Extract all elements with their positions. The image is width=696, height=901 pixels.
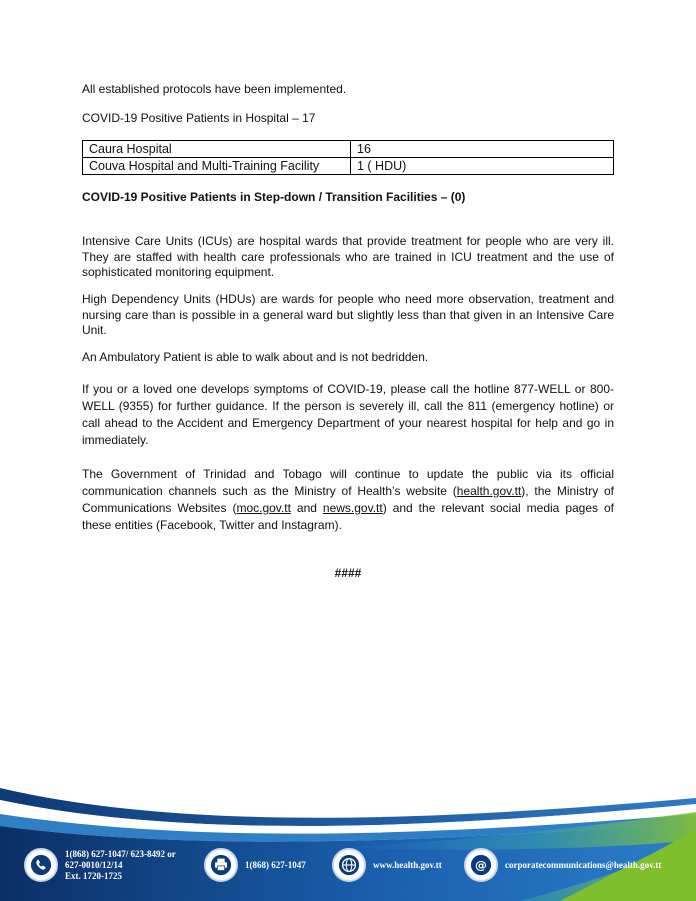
phone-numbers [65, 849, 176, 882]
icu-paragraph: Intensive Care Units (ICUs) are hospital wards that provide treatment for people who are very ill. They are staffed with health care professionals who are trained in ICU treatment and the use of sophisticated monitoring equipment. [82, 234, 614, 279]
hdu-paragraph: High Dependency Units (HDUs) are wards for people who need more observation, treatment and nursing care than is possible in a general ward but slightly less than that given in an Intensive Care Unit. [82, 292, 614, 337]
moc-website-link[interactable]: moc.gov.tt [236, 501, 291, 515]
health-website-link[interactable]: health.gov.tt [456, 484, 522, 498]
protocols-text: All established protocols have been implemented. [82, 82, 347, 96]
email-link[interactable]: corporatecommunications@health.gov.tt [505, 859, 662, 870]
end-mark: #### [334, 566, 362, 580]
government-paragraph [82, 466, 614, 534]
table-row [83, 158, 614, 175]
hospital-count: 1 ( HDU) [351, 158, 614, 175]
hospital-name: Couva Hospital and Multi-Training Facility [83, 158, 351, 175]
fax-icon [204, 848, 238, 882]
govt-text: ), the Ministry of Communications Websites ( [82, 484, 615, 515]
website-link[interactable]: www.health.gov.tt [373, 859, 442, 870]
phone-icon [24, 848, 58, 882]
stepdown-heading: COVID-19 Positive Patients in Step-down / Transition Facilities – (0) [82, 190, 466, 204]
table-row [83, 141, 614, 158]
fax-contact [204, 848, 306, 882]
govt-text: The Government of Trinidad and Tobago will continue to update the public via its official communication channels such as the Ministry of Health’s website ( [82, 467, 614, 498]
fax-number: 1(868) 627-1047 [245, 859, 306, 870]
website-contact [332, 848, 442, 882]
govt-text: ) and the relevant social media pages of these entities (Facebook, Twitter and Instagram). [82, 501, 614, 532]
ambulatory-paragraph: An Ambulatory Patient is able to walk about and is not bedridden. [82, 350, 429, 364]
hotline-paragraph: If you or a loved one develops symptoms of COVID-19, please call the hotline 877-WELL or 800-WELL (9355) for further guidance. If the person is severely ill, call the 811 (emergency hotline) or call ahead to the Accident and Emergency Department of your nearest hospital for help and go in immediately. [82, 382, 614, 447]
hospital-table [82, 140, 614, 175]
phone-contact [24, 848, 176, 882]
at-sign-icon [464, 848, 498, 882]
news-website-link[interactable]: news.gov.tt [322, 501, 383, 515]
globe-icon [332, 848, 366, 882]
phone-line: 627-0010/12/14 [65, 859, 123, 870]
email-contact [464, 848, 661, 882]
hospital-name: Caura Hospital [83, 141, 351, 158]
govt-text: and [290, 501, 323, 515]
hospital-count: 16 [351, 141, 614, 158]
svg-text:@: @ [475, 858, 487, 873]
phone-line: 1(868) 627-1047/ 623-8492 or [65, 848, 176, 859]
hospital-heading: COVID-19 Positive Patients in Hospital – 17 [82, 111, 316, 125]
phone-line: Ext. 1720-1725 [65, 870, 122, 881]
